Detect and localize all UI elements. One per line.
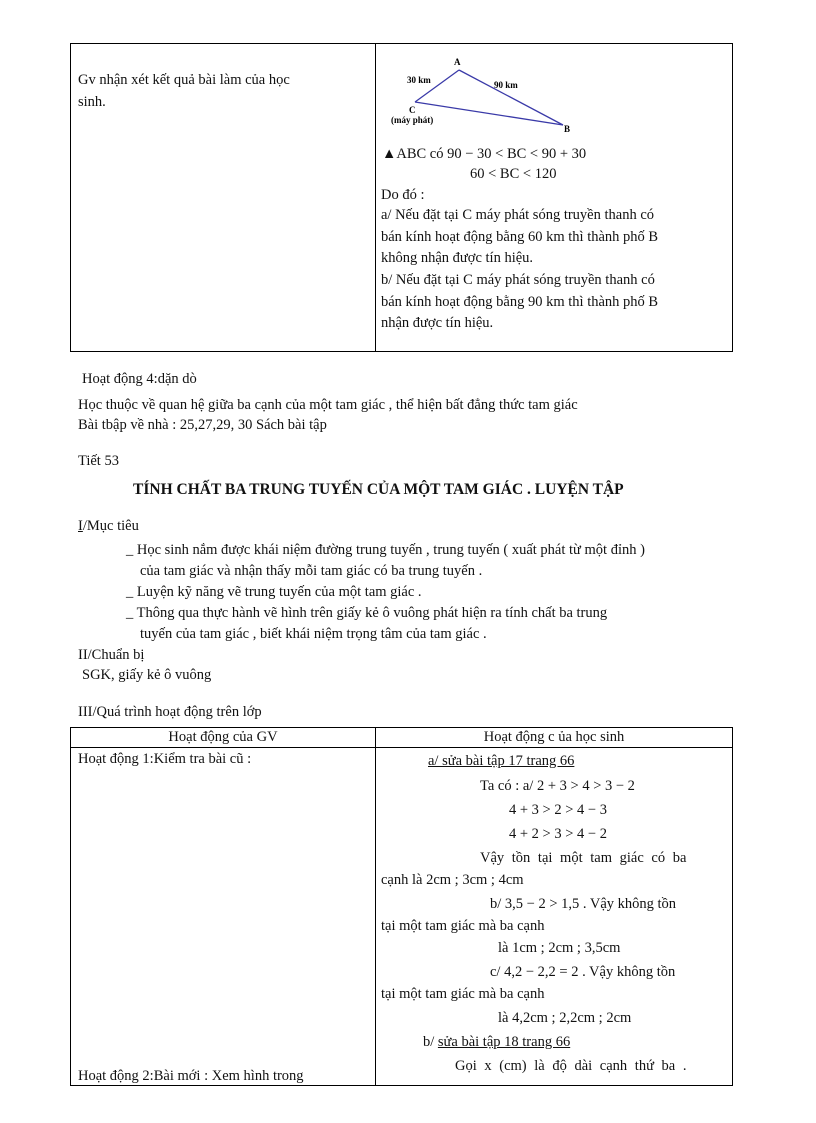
- objective-item: tuyến của tam giác , biết khái niệm trọng tâm của tam giác .: [140, 626, 487, 642]
- header-student-activity: Hoạt động c ủa học sinh: [483, 729, 625, 745]
- activity4-line-1: Học thuộc về quan hệ giữa ba cạnh của một tam giác , thể hiện bất đẳng thức tam giác: [78, 397, 578, 413]
- exercise-18-title-line: [423, 1034, 570, 1051]
- bottom-table-header-separator: [70, 747, 733, 748]
- exercise-17-title: a/ sửa bài tập 17 trang 66: [428, 753, 575, 769]
- objectives-heading: [78, 518, 139, 535]
- vertex-c-label: C: [409, 105, 416, 115]
- objectives-heading-prefix: I: [78, 518, 83, 534]
- side-ab-length-label: 90 km: [494, 80, 518, 90]
- therefore-label: Do đó :: [381, 187, 425, 203]
- process-heading: III/Quá trình hoạt động trên lớp: [78, 704, 262, 720]
- header-teacher-activity: Hoạt động của GV: [168, 729, 278, 745]
- exercise-17-a-line-1: Ta có : a/ 2 + 3 > 4 > 3 − 2: [480, 778, 635, 794]
- case-a-line-3: không nhận được tín hiệu.: [381, 250, 534, 266]
- exercise-17-b-line-3: là 1cm ; 2cm ; 3,5cm: [498, 940, 621, 956]
- exercise-18-prefix: b/: [423, 1034, 438, 1050]
- lesson-title: TÍNH CHẤT BA TRUNG TUYẾN CỦA MỘT TAM GIÁC . LUYỆN TẬP: [133, 481, 624, 498]
- top-table-border-bottom: [70, 351, 733, 352]
- bottom-table-border-left: [70, 727, 71, 1086]
- case-b-line-2: bán kính hoạt động bằng 90 km thì thành phố B: [381, 294, 659, 310]
- bottom-table-border-mid: [375, 727, 376, 1086]
- case-b-line-3: nhận được tín hiệu.: [381, 315, 494, 331]
- top-table-border-right: [732, 43, 733, 352]
- exercise-17-c-line-2: tại một tam giác mà ba cạnh: [381, 986, 545, 1002]
- inequality-line-1: [382, 146, 586, 163]
- side-ac-length-label: 30 km: [407, 75, 431, 85]
- exercise-17-a-line-2: 4 + 3 > 2 > 4 − 3: [509, 802, 607, 818]
- activity4-heading: Hoạt động 4:dặn dò: [82, 371, 197, 387]
- lesson-number: Tiết 53: [78, 453, 119, 469]
- case-a-line-2: bán kính hoạt động bằng 60 km thì thành phố B: [381, 229, 659, 245]
- top-table-border-top: [70, 43, 733, 44]
- triangle-symbol-icon: ▲: [382, 146, 397, 162]
- teacher-activity-1: Hoạt động 1:Kiểm tra bài cũ :: [78, 751, 252, 767]
- objective-item: của tam giác và nhận thấy mỗi tam giác có ba trung tuyến .: [140, 563, 483, 579]
- inequality-text-1: ABC có 90 − 30 < BC < 90 + 30: [396, 146, 587, 162]
- bottom-table-border-right: [732, 727, 733, 1086]
- exercise-17-a-line-3: 4 + 2 > 3 > 4 − 2: [509, 826, 607, 842]
- vertex-b-label: B: [564, 124, 571, 134]
- exercise-18-title: sửa bài tập 18 trang 66: [437, 1034, 571, 1050]
- exercise-17-c-line-1: c/ 4,2 − 2,2 = 2 . Vậy không tồn: [490, 964, 676, 980]
- activity4-line-2: Bài tbập về nhà : 25,27,29, 30 Sách bài tập: [78, 417, 327, 433]
- exercise-17-conclusion-1: Vậy tồn tại một tam giác có ba: [480, 850, 687, 866]
- case-b-line-1: b/ Nếu đặt tại C máy phát sóng truyền thanh có: [381, 272, 655, 288]
- top-table-border-mid: [375, 43, 376, 352]
- objectives-heading-text: /Mục tiêu: [82, 518, 139, 534]
- teacher-activity-2: Hoạt động 2:Bài mới : Xem hình trong: [78, 1068, 304, 1084]
- station-label: (máy phát): [391, 115, 434, 125]
- teacher-remark-line-1: Gv nhận xét kết quả bài làm của học: [78, 72, 290, 88]
- exercise-17-conclusion-2: cạnh là 2cm ; 3cm ; 4cm: [381, 872, 524, 888]
- objective-item: _ Luyện kỹ năng vẽ trung tuyến của một tam giác .: [126, 584, 422, 600]
- exercise-18-line-1: Gọi x (cm) là độ dài cạnh thứ ba .: [455, 1058, 687, 1074]
- case-a-line-1: a/ Nếu đặt tại C máy phát sóng truyền thanh có: [381, 207, 655, 223]
- objective-item: _ Thông qua thực hành vẽ hình trên giấy kẻ ô vuông phát hiện ra tính chất ba trung: [126, 605, 608, 621]
- vertex-a-label: A: [454, 57, 461, 67]
- inequality-line-2: 60 < BC < 120: [470, 166, 557, 182]
- preparation-content: SGK, giấy kẻ ô vuông: [82, 667, 212, 683]
- teacher-remark-line-2: sinh.: [78, 94, 106, 110]
- triangle-diagram: [385, 52, 585, 137]
- top-table-border-left: [70, 43, 71, 352]
- bottom-table-border-top: [70, 727, 733, 728]
- exercise-17-b-line-2: tại một tam giác mà ba cạnh: [381, 918, 545, 934]
- bottom-table-border-bottom: [70, 1085, 733, 1086]
- objective-item: _ Học sinh nắm được khái niệm đường trung tuyến , trung tuyến ( xuất phát từ một đỉnh ): [126, 542, 645, 558]
- preparation-heading: II/Chuẩn bị: [78, 647, 145, 663]
- exercise-17-b-line-1: b/ 3,5 − 2 > 1,5 . Vậy không tồn: [490, 896, 677, 912]
- exercise-17-c-line-3: là 4,2cm ; 2,2cm ; 2cm: [498, 1010, 632, 1026]
